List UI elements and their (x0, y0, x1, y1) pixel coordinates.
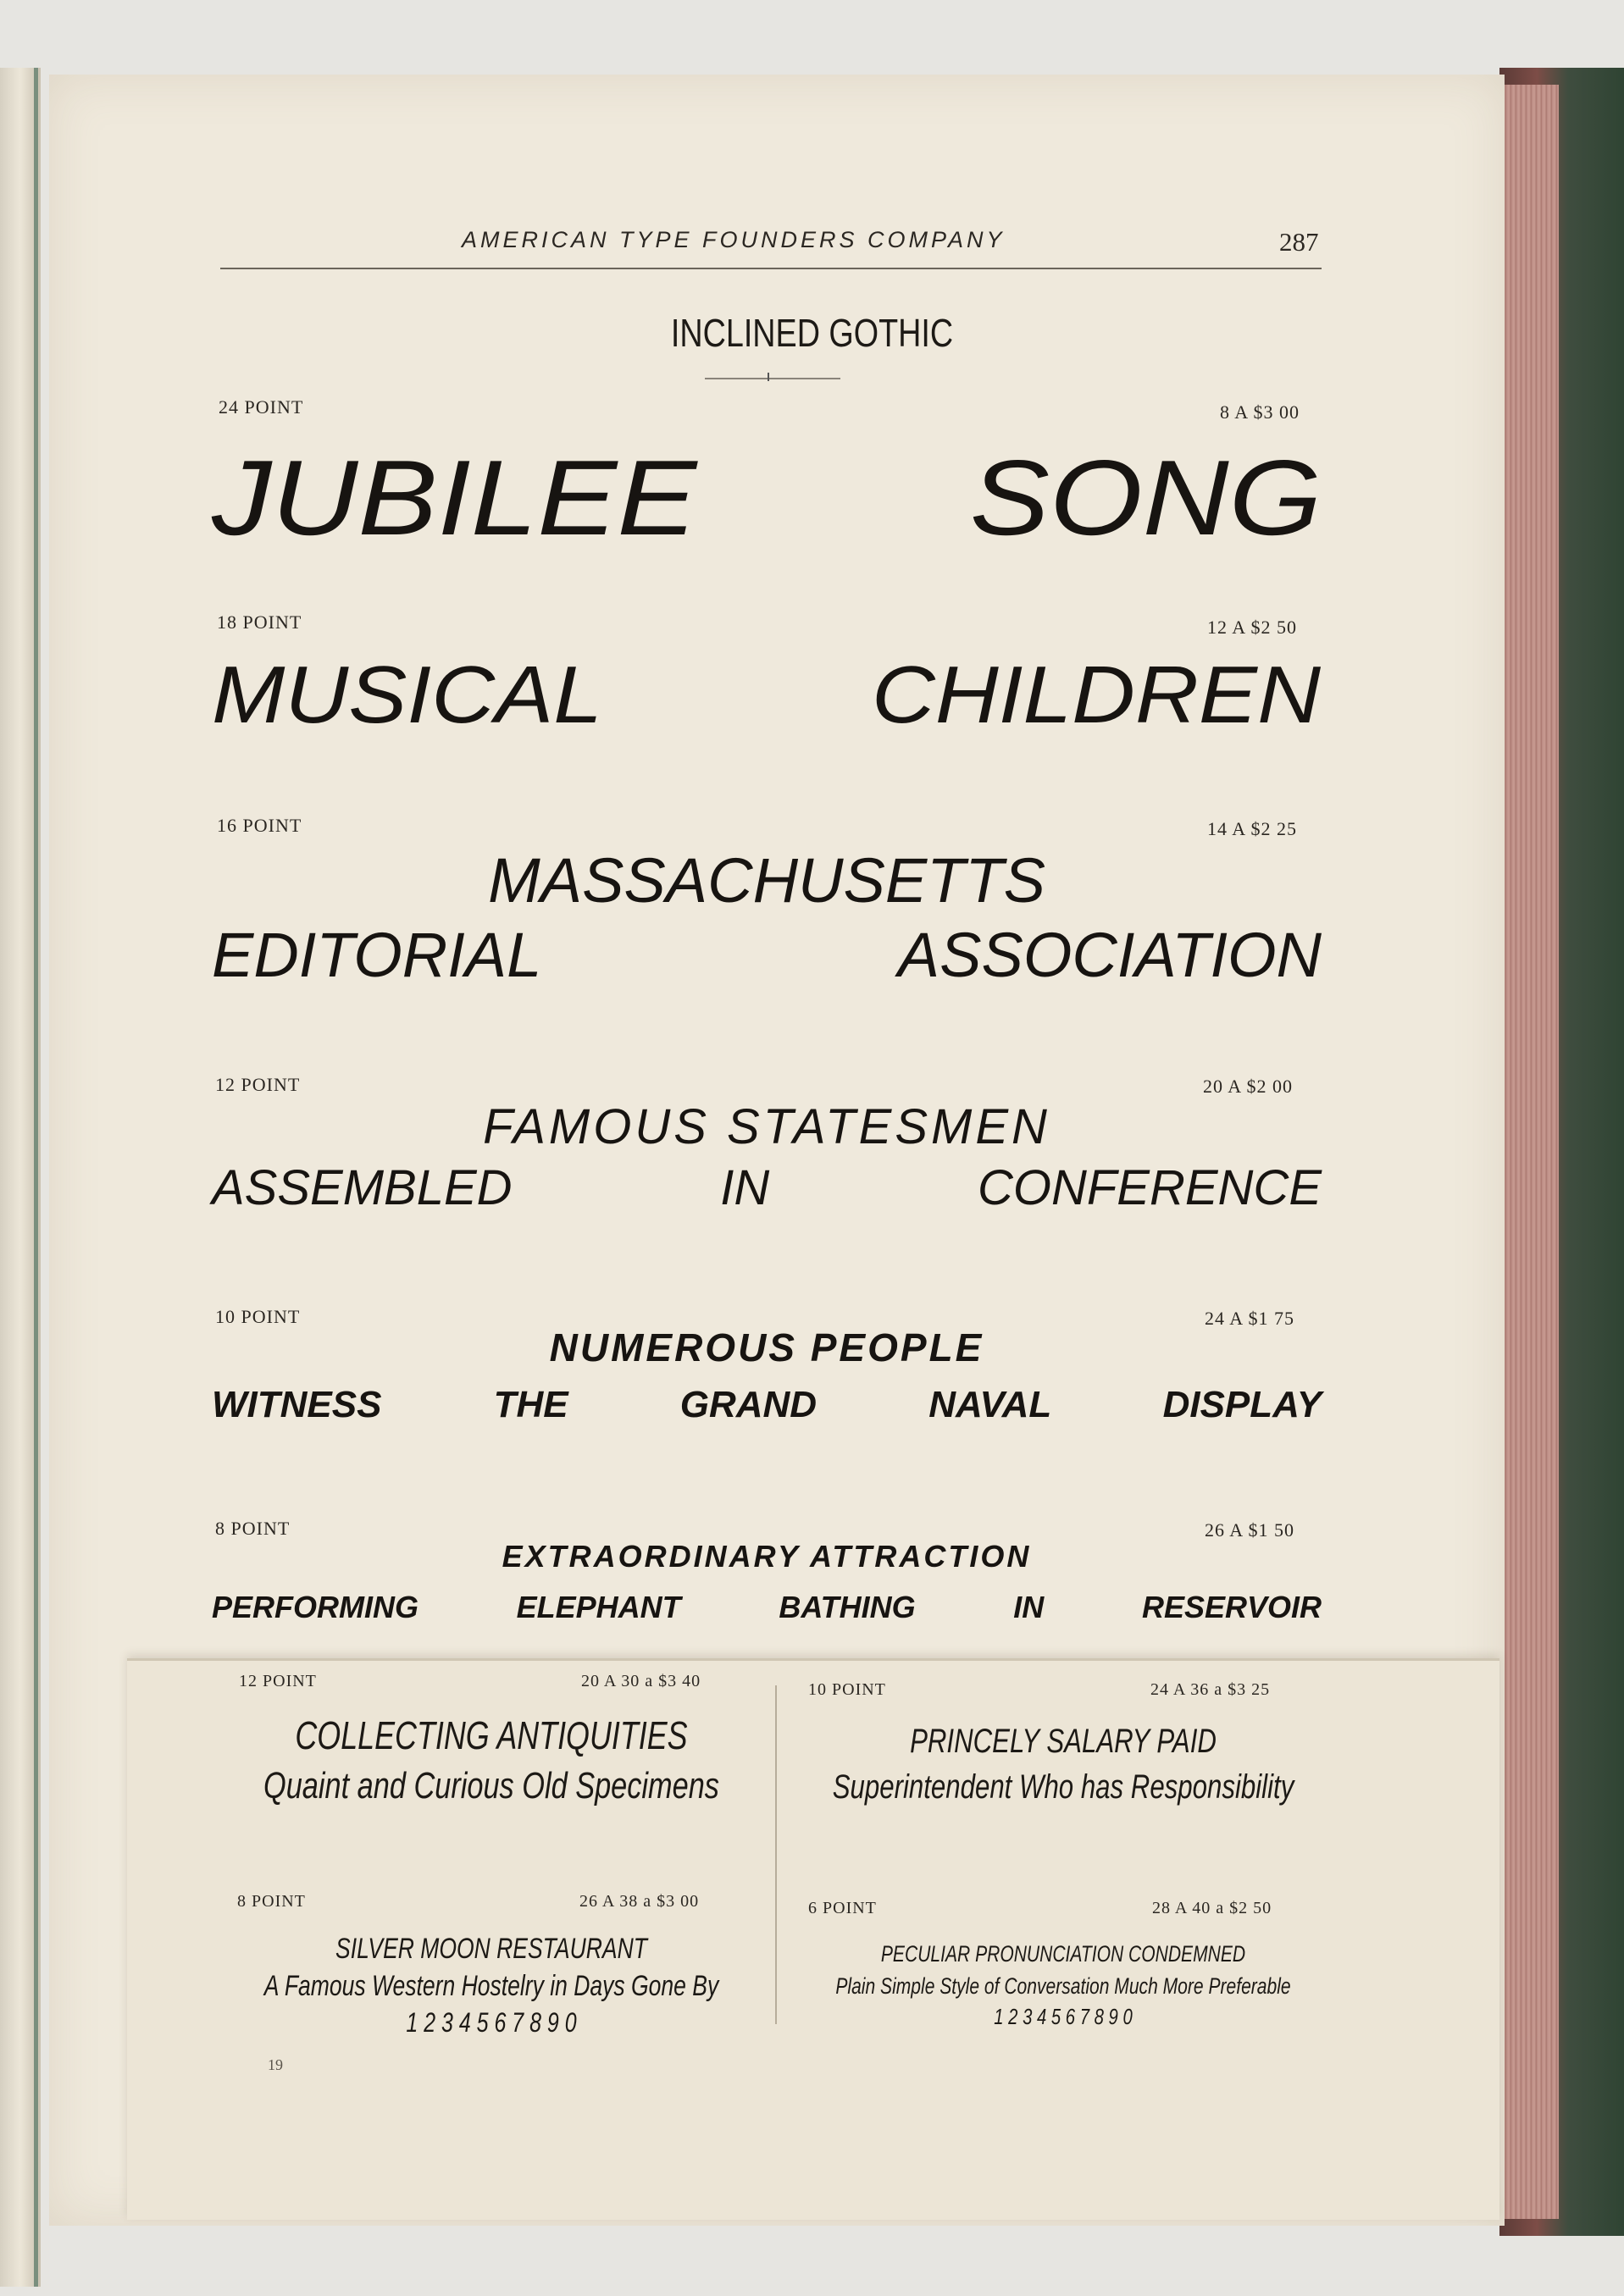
specimen-line: ASSEMBLED IN CONFERENCE (212, 1160, 1322, 1215)
specimen-price: 28 A 40 a $2 50 (1152, 1899, 1272, 1917)
specimen-numerals: 1 2 3 4 5 6 7 8 9 0 (994, 2004, 1133, 2029)
specimen-line: FAMOUS STATESMEN (483, 1099, 1050, 1154)
specimen-price: 14 A $2 25 (1207, 818, 1297, 839)
specimen-price: 24 A 36 a $3 25 (1150, 1680, 1271, 1699)
specimen-size-label: 8 POINT (237, 1892, 306, 1911)
specimen-line: SILVER MOON RESTAURANT (335, 1933, 647, 1965)
specimen-size-label: 24 POINT (219, 396, 304, 418)
page-number: 287 (1279, 227, 1319, 257)
font-name-title: INCLINED GOTHIC (670, 311, 954, 355)
specimen-size-label: 8 POINT (215, 1518, 291, 1539)
specimen-price: 24 A $1 75 (1205, 1308, 1294, 1329)
specimen-line: A Famous Western Hostelry in Days Gone By (263, 1970, 719, 2002)
specimen-numerals: 1 2 3 4 5 6 7 8 9 0 (406, 2007, 577, 2038)
specimen-line: MASSACHUSETTS (488, 845, 1045, 916)
specimen-line: NUMEROUS PEOPLE (549, 1325, 984, 1369)
specimen-size-label: 18 POINT (217, 611, 302, 633)
specimen-line: COLLECTING ANTIQUITIES (295, 1713, 688, 1757)
specimen-price: 12 A $2 50 (1207, 617, 1297, 638)
specimen-line: PECULIAR PRONUNCIATION CONDEMNED (880, 1941, 1246, 1967)
specimen-price: 8 A $3 00 (1220, 401, 1300, 423)
specimen-line: JUBILEE SONG (212, 438, 1322, 557)
specimen-line: PRINCELY SALARY PAID (910, 1723, 1217, 1760)
running-header: AMERICAN TYPE FOUNDERS COMPANY (462, 227, 1006, 252)
specimen-price: 26 A $1 50 (1205, 1519, 1294, 1541)
specimen-line: Plain Simple Style of Conversation Much More Preferable (835, 1973, 1291, 1999)
specimen-line: PERFORMING ELEPHANT BATHING IN RESERVOIR (212, 1590, 1322, 1624)
specimen-size-label: 10 POINT (808, 1680, 886, 1699)
column-divider (775, 1685, 777, 2024)
specimen-price: 20 A 30 a $3 40 (581, 1672, 701, 1690)
specimen-size-label: 6 POINT (808, 1899, 877, 1917)
specimen-line: EDITORIAL ASSOCIATION (212, 920, 1322, 990)
folio-mark: 19 (268, 2056, 283, 2073)
specimen-size-label: 16 POINT (217, 815, 302, 836)
specimen-size-label: 10 POINT (215, 1306, 301, 1327)
specimen-price: 26 A 38 a $3 00 (579, 1892, 700, 1911)
specimen-size-label: 12 POINT (215, 1074, 301, 1095)
specimen-line: EXTRAORDINARY ATTRACTION (502, 1539, 1032, 1574)
specimen-line: MUSICAL CHILDREN (212, 650, 1321, 740)
specimen-price: 20 A $2 00 (1203, 1076, 1293, 1097)
specimen-line: Superintendent Who has Responsibility (832, 1768, 1294, 1806)
specimen-line: Quaint and Curious Old Specimens (263, 1765, 719, 1806)
specimen-size-label: 12 POINT (239, 1672, 317, 1690)
specimen-line: WITNESS THE GRAND NAVAL DISPLAY (212, 1384, 1322, 1425)
